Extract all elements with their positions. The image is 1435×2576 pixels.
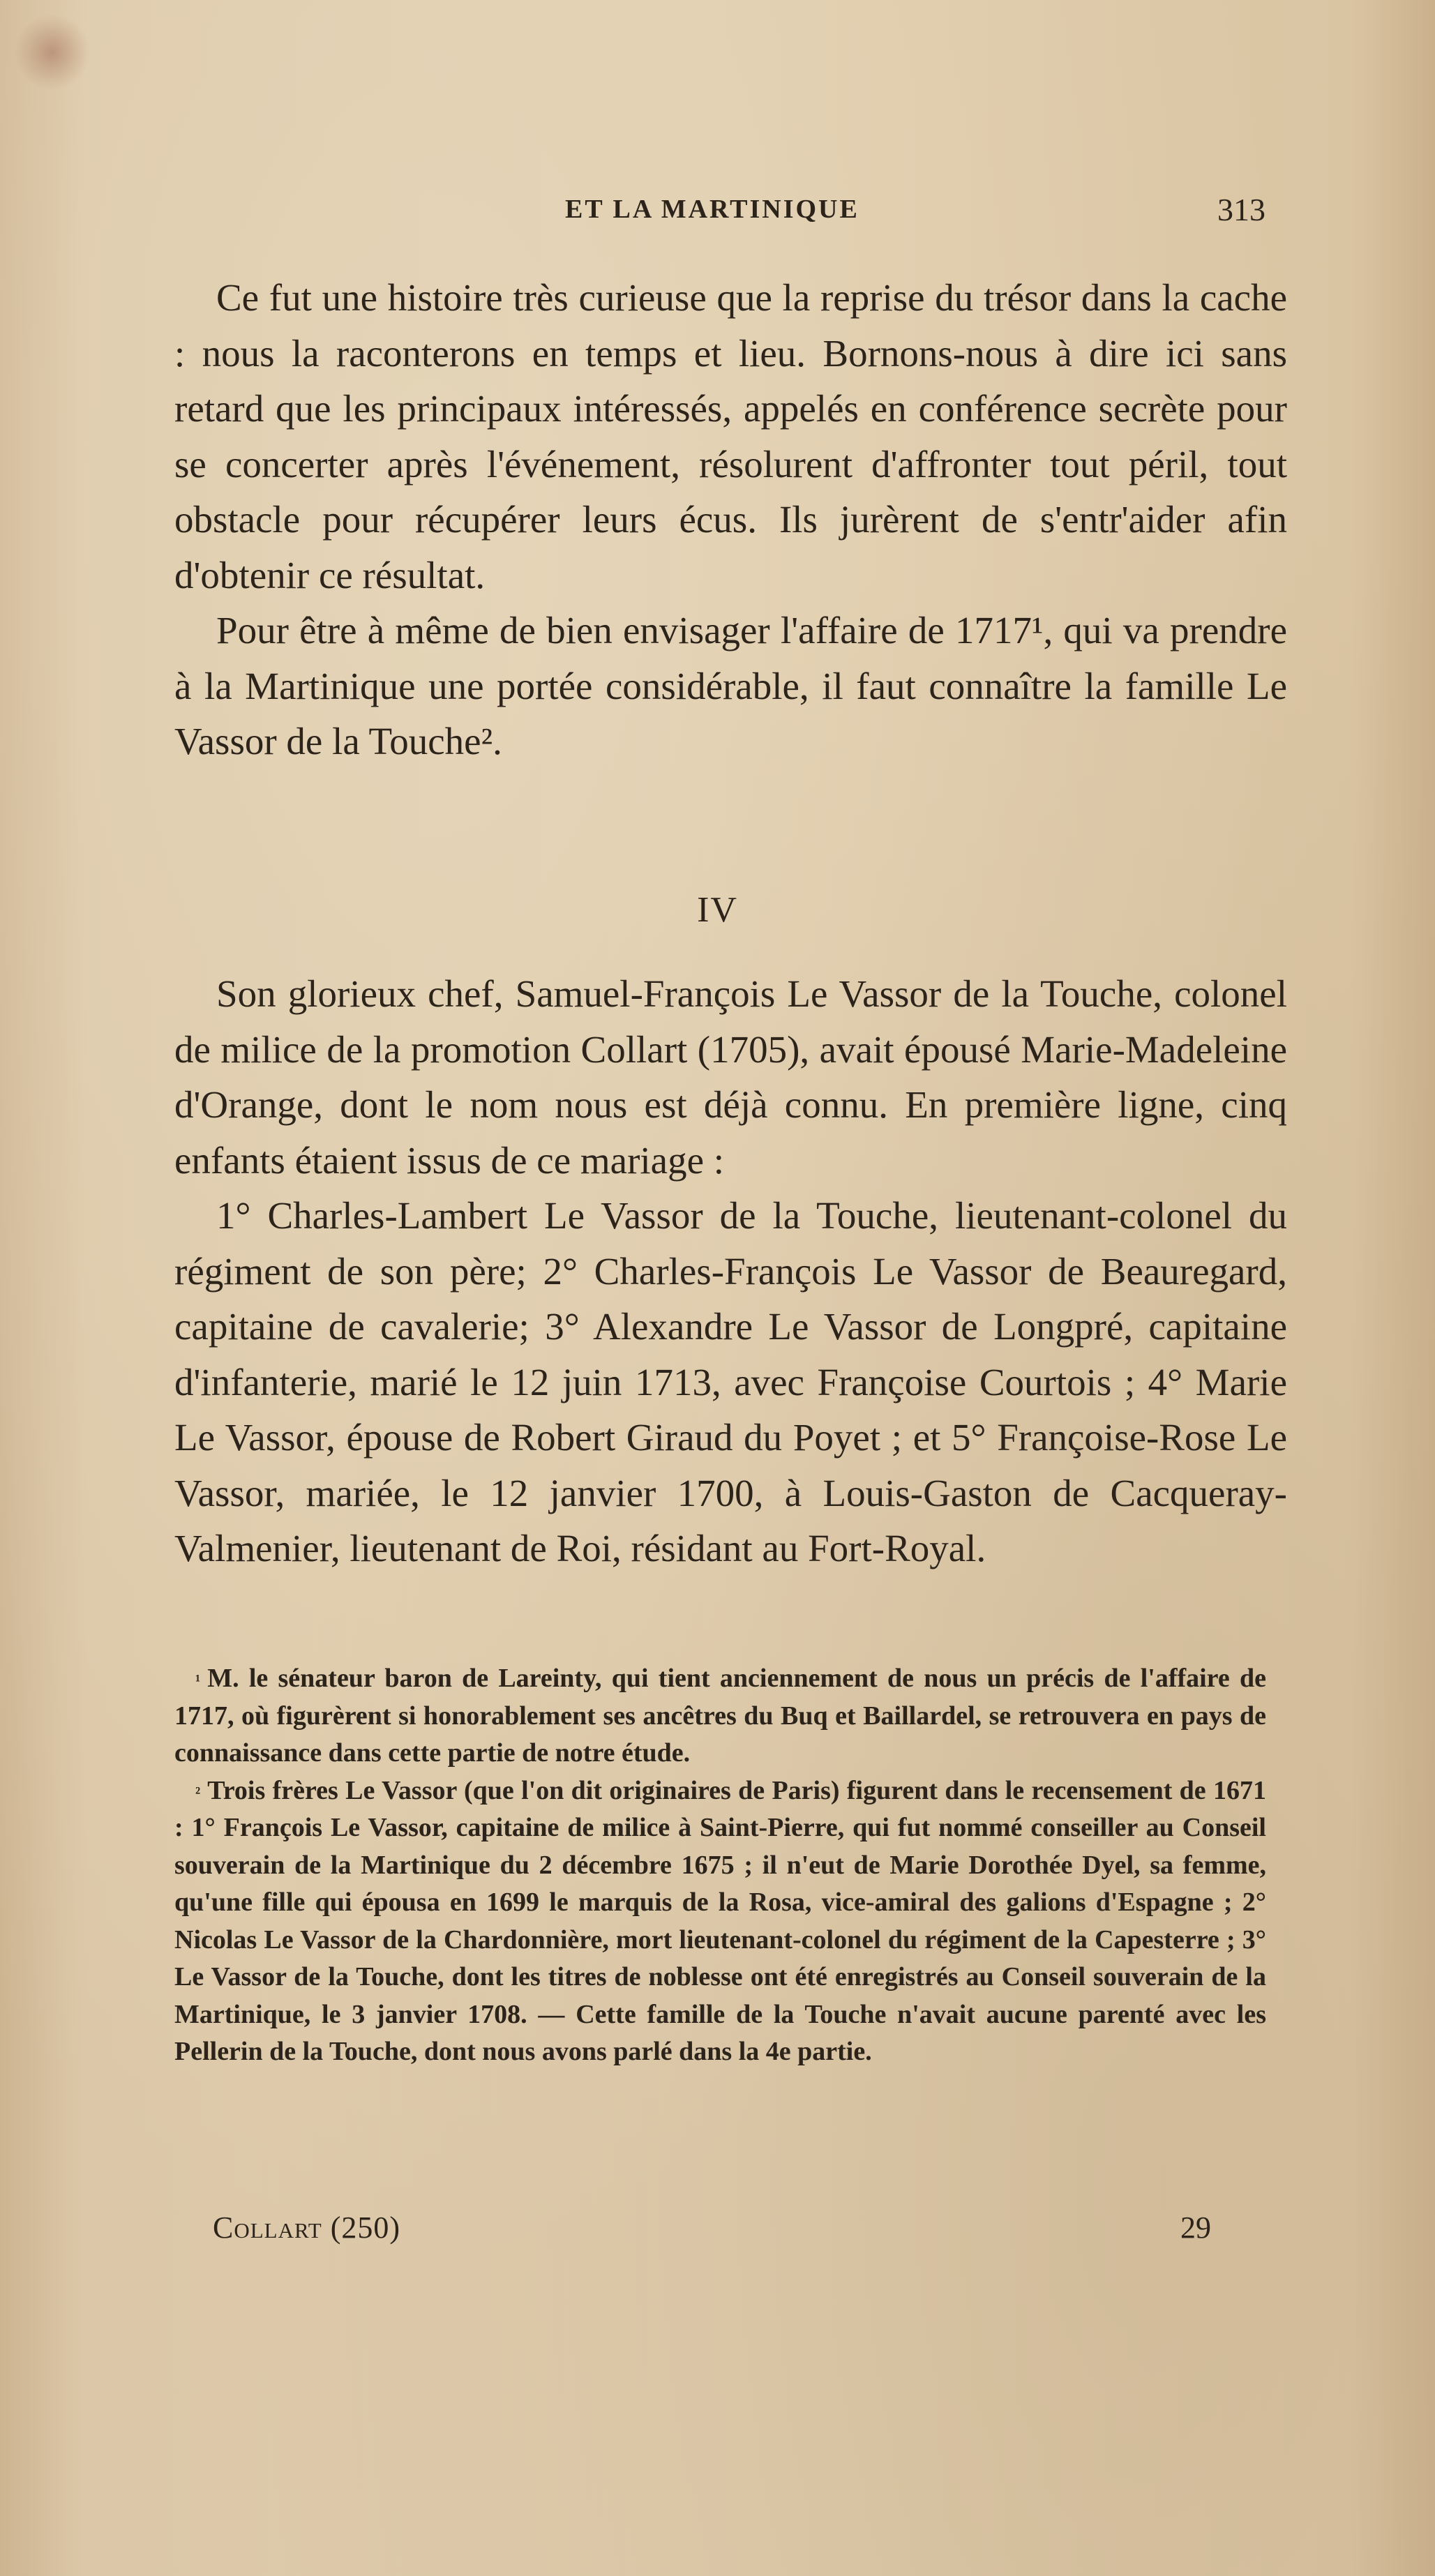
text-block-section-iv xyxy=(174,966,1287,1576)
footnote xyxy=(174,1660,1266,1772)
paragraph: 1° Charles-Lambert Le Vassor de la Touche, lieutenant-colonel du régiment de son père; 2° Charles-François Le Vassor de Beauregard, capitaine de cavalerie; 3° Alexandre Le Vassor de Longpré, capitaine d'infanterie, marié le 12 juin 1713, avec Françoise Courtois ; 4° Marie Le Vassor, épouse de Robert Giraud du Poyet ; et 5° Françoise-Rose Le Vassor, mariée, le 12 janvier 1700, à Louis-Gaston de Cacqueray-Valmenier, lieutenant de Roi, résidant au Fort-Royal. xyxy=(174,1194,1287,1569)
footnote-mark: ² xyxy=(195,1784,201,1802)
footnote-mark: ¹ xyxy=(195,1672,201,1690)
sheet-number: 29 xyxy=(1180,2210,1211,2245)
footnotes xyxy=(174,1660,1266,2071)
page-number: 313 xyxy=(1217,192,1265,227)
signature-mark: Collart (250) xyxy=(213,2210,401,2245)
running-title: ET LA MARTINIQUE xyxy=(565,195,859,224)
section-heading: IV xyxy=(697,890,738,930)
footnote xyxy=(174,1772,1266,2071)
footnote-text: Trois frères Le Vassor (que l'on dit originaires de Paris) figurent dans le recensement de 1671 : 1° François Le Vassor, capitaine de milice à Saint-Pierre, qui fut nommé conseiller au Conseil souverain de la Martinique du 2 décembre 1675 ; il n'eut de Marie Dorothée Dyel, sa femme, qu'une fille qui épousa en 1699 le marquis de la Rosa, vice-amiral des galions d'Espagne ; 2° Nicolas Le Vassor de la Chardonnière, mort lieutenant-colonel du régiment de la Capesterre ; 3° Le Vassor de la Touche, dont les titres de noblesse ont été enregistrés au Conseil souverain de la Martinique, le 3 janvier 1708. — Cette famille de la Touche n'avait aucune parenté avec les Pellerin de la Touche, dont nous avons parlé dans la 4e partie. xyxy=(174,1775,1266,2066)
page-footer xyxy=(0,2210,1435,2252)
paper-stain xyxy=(14,14,91,91)
paragraph: Pour être à même de bien envisager l'affaire de 1717¹, qui va prendre à la Martinique une portée considérable, il faut connaître la famille Le Vassor de la Touche². xyxy=(174,609,1287,762)
page-header xyxy=(0,194,1435,236)
paragraph: Ce fut une histoire très curieuse que la reprise du trésor dans la cache : nous la raconterons en temps et lieu. Bornons-nous à dire ici sans retard que les principaux intéressés, appelés en conférence secrète pour se concerter après l'événement, résolurent d'affronter tout péril, tout obstacle pour récupérer leurs écus. Ils jurèrent de s'entr'aider afin d'obtenir ce résultat. xyxy=(174,276,1287,596)
text-block-before-section xyxy=(174,270,1287,769)
footnote-text: M. le sénateur baron de Lareinty, qui tient anciennement de nous un précis de l'affaire de 1717, où figurèrent si honorablement ses ancêtres du Buq et Baillardel, se retrouvera en pays de connaissance dans cette partie de notre étude. xyxy=(174,1664,1266,1768)
paragraph: Son glorieux chef, Samuel-François Le Vassor de la Touche, colonel de milice de la promotion Collart (1705), avait épousé Marie-Madeleine d'Orange, dont le nom nous est déjà connu. En première ligne, cinq enfants étaient issus de ce mariage : xyxy=(174,972,1287,1182)
